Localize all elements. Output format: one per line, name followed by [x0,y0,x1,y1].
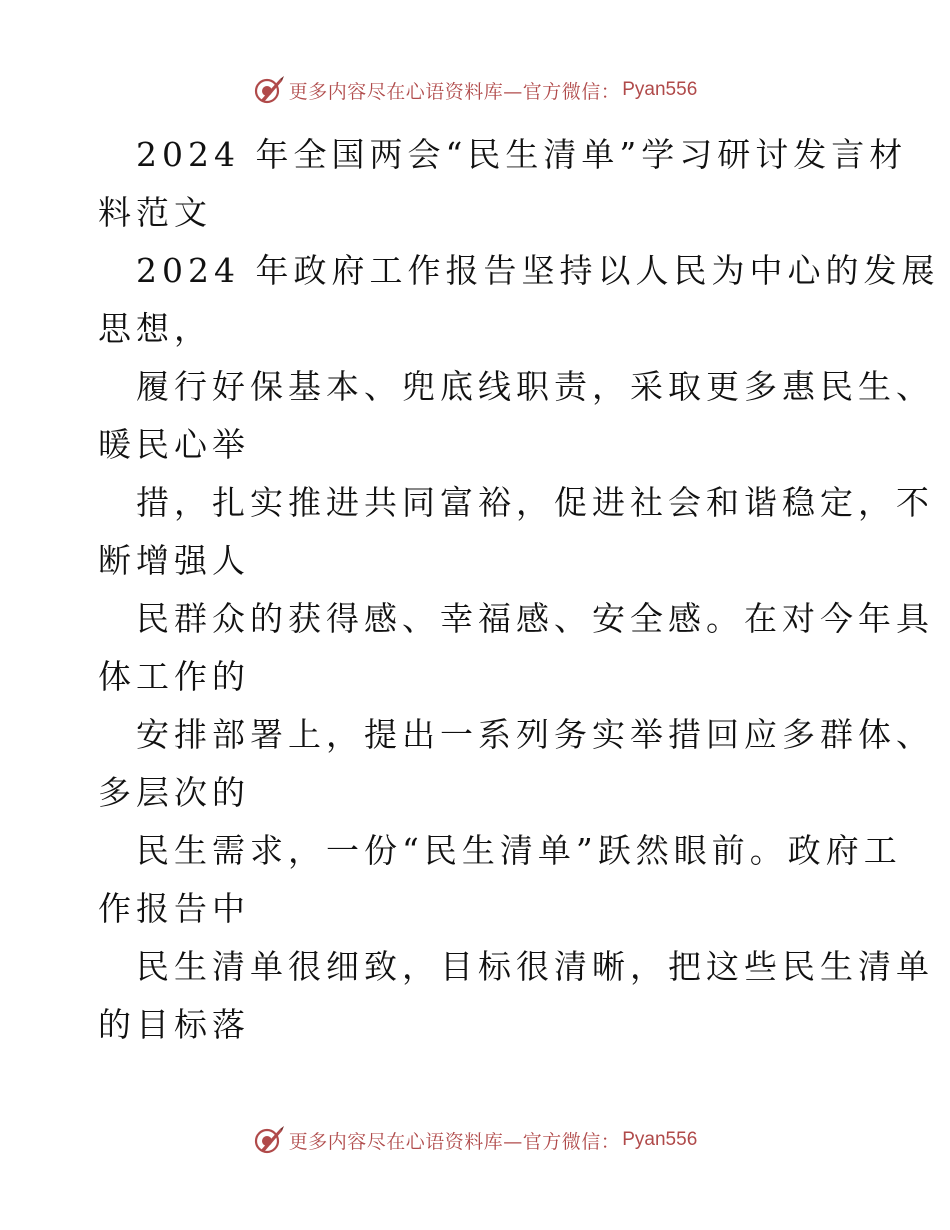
header-banner [0,70,950,110]
doc-line: 断增强人 [98,541,250,580]
header-wechat-id: Pyan556 [622,79,698,100]
quill-pen-circle-icon [253,74,285,106]
doc-line: 的目标落 [98,1005,250,1044]
doc-line: 多层次的 [98,773,250,812]
doc-line: 体工作的 [98,657,250,696]
doc-line: 民生需求，一份“民生清单”跃然眼前。政府工 [136,831,902,870]
doc-line: 思想， [98,309,212,348]
doc-line: 安排部署上，提出一系列务实举措回应多群体、 [136,715,934,754]
doc-line: 履行好保基本、兜底线职责，采取更多惠民生、 [136,367,934,406]
document-body [98,126,940,1054]
doc-line: 作报告中 [98,889,250,928]
doc-line: 措，扎实推进共同富裕，促进社会和谐稳定，不 [136,483,934,522]
doc-line: 暖民心举 [98,425,250,464]
footer-wechat-id: Pyan556 [622,1129,698,1150]
footer-banner-text: 更多内容尽在心语资料库—官方微信： [288,1130,621,1153]
doc-line: 2024 年政府工作报告坚持以人民为中心的发展 [136,251,940,290]
quill-pen-circle-icon [253,1124,285,1156]
doc-line: 民生清单很细致，目标很清晰，把这些民生清单 [136,947,934,986]
doc-line: 料范文 [98,193,212,232]
doc-line: 2024 年全国两会“民生清单”学习研讨发言材 [136,135,908,174]
doc-line: 民群众的获得感、幸福感、安全感。在对今年具 [136,599,934,638]
footer-banner [0,1120,950,1160]
header-banner-text: 更多内容尽在心语资料库—官方微信： [288,80,621,103]
